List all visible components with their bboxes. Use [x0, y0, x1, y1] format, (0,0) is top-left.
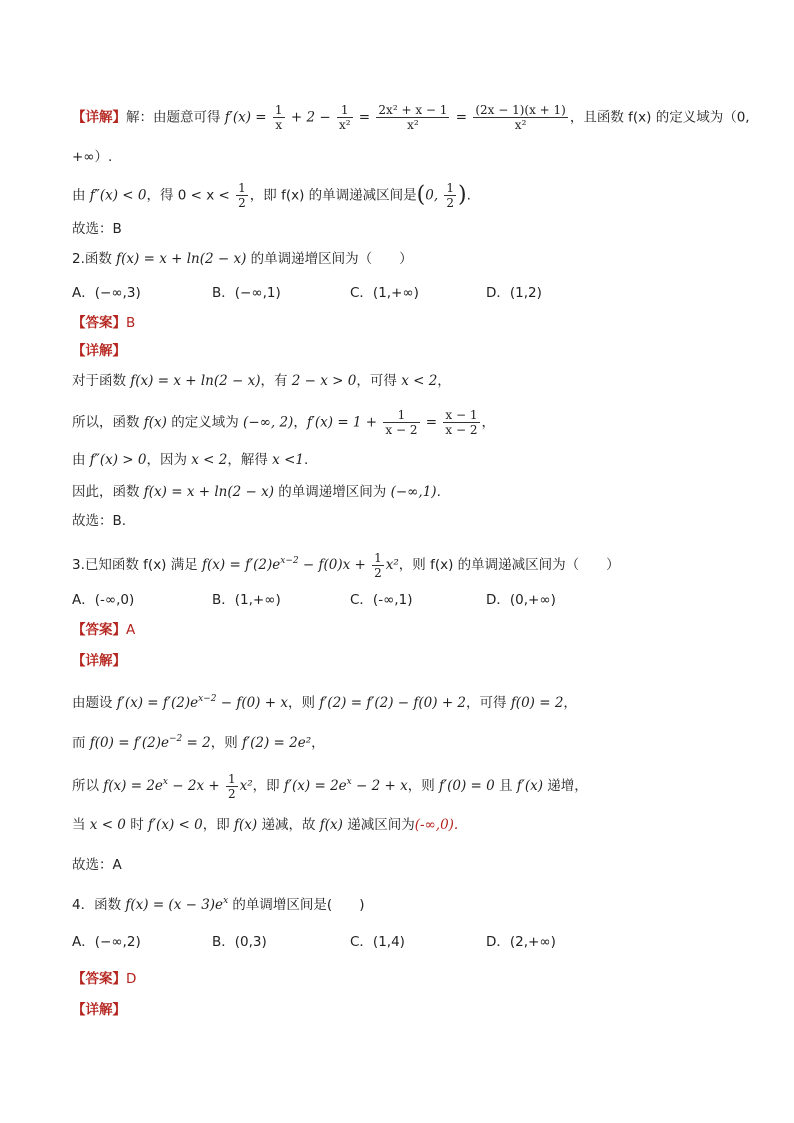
q3-option-a: A．(-∞,0): [72, 592, 135, 608]
detail-tag: 【详解】: [72, 109, 126, 126]
q1-solution-line1: 【详解】解：由题意可得 f′(x) = $\frac{1}{x}$ + 2 − $\frac{1}{\text{x²}}$ = $\frac{\text{2x² + x − 1}}{\text{x²}}$ = $\frac{(2x - 1)(x + 1)}{\text{x²}}$ ，且函数 f(x) 的定义域为（0,: [72, 103, 750, 132]
q2-solution-line3: 由 f″(x) > 0，因为 x < 2，解得 x <1.: [72, 452, 309, 468]
q3-solution-line3: 所以 $f(x) = 2e^x - 2x$ + $\frac{1}{2}$ x²，即 $f'(x) = 2e^x - 2 + x$，则 f′(0) = 0 且 f′(x) 递增，: [72, 771, 588, 801]
q4-option-c: C．(1,4): [350, 934, 405, 950]
q2-option-c: C．(1,+∞): [350, 285, 419, 301]
q3-solution-line1: 由题设 $f'(x) = f'(2)e^{x-2} - f(0) + x$，则 f′(2) = f′(2) − f(0) + 2，可得 f(0) = 2，: [72, 694, 577, 711]
q3-answer: 【答案】A: [72, 622, 136, 638]
q2-solution-line4: 因此，函数 f(x) = x + ln(2 − x) 的单调递增区间为 (−∞,1).: [72, 484, 441, 500]
q3-conclusion: 故选：A: [72, 857, 122, 873]
q3-detail-tag: 【详解】: [72, 653, 126, 669]
q4-answer: 【答案】D: [72, 971, 137, 987]
q2-option-a: A．(−∞,3): [72, 285, 141, 301]
q2-answer: 【答案】B: [72, 315, 136, 331]
q3-option-d: D．(0,+∞): [486, 592, 556, 608]
q1-solution-line3: 由 f″(x) < 0，得 0 < x < $\frac{1}{2}$ ，即 f(x) 的单调递减区间是(0, $\frac{1}{2}$ ).: [72, 181, 471, 210]
q1-conclusion: 故选：B: [72, 221, 122, 237]
q2-solution-line1: 对于函数 f(x) = x + ln(2 − x)，有 2 − x > 0，可得 x < 2，: [72, 373, 451, 389]
q3-stem: 3.已知函数 f(x) 满足 $f(x) = f'(2)e^{x-2} - f(0)x$ + $\frac{1}{2}$ x²，则 f(x) 的单调递减区间为（ ）: [72, 550, 620, 580]
q2-option-d: D．(1,2): [486, 285, 542, 301]
q4-stem: 4．函数 $f(x) = (x - 3)e^x$ 的单调增区间是( ): [72, 896, 365, 913]
q2-option-b: B．(−∞,1): [212, 285, 281, 301]
q2-conclusion: 故选：B.: [72, 513, 127, 529]
q1-solution-line2: +∞）.: [72, 149, 113, 165]
q2-stem: 2.函数 f(x) = x + ln(2 − x) 的单调递增区间为（ ）: [72, 251, 413, 267]
q3-solution-line2: 而 $f(0) = f'(2)e^{-2} = 2$，则 f′(2) = 2e²，: [72, 734, 325, 751]
q4-option-d: D．(2,+∞): [486, 934, 556, 950]
q2-detail-tag: 【详解】: [72, 343, 126, 359]
q3-solution-line4: 当 x < 0 时 f′(x) < 0，即 f(x) 递减，故 f(x) 递减区间为(-∞,0).: [72, 817, 459, 833]
q4-option-b: B．(0,3): [212, 934, 267, 950]
q3-option-c: C．(-∞,1): [350, 592, 413, 608]
q4-detail-tag: 【详解】: [72, 1002, 126, 1018]
q2-solution-line2: 所以，函数 f(x) 的定义域为 (−∞, 2)，f′(x) = 1 + $\frac{1}{x - 2}$ = $\frac{x - 1}{x - 2}$ ，: [72, 408, 495, 437]
q3-option-b: B．(1,+∞): [212, 592, 281, 608]
q4-option-a: A．(−∞,2): [72, 934, 141, 950]
